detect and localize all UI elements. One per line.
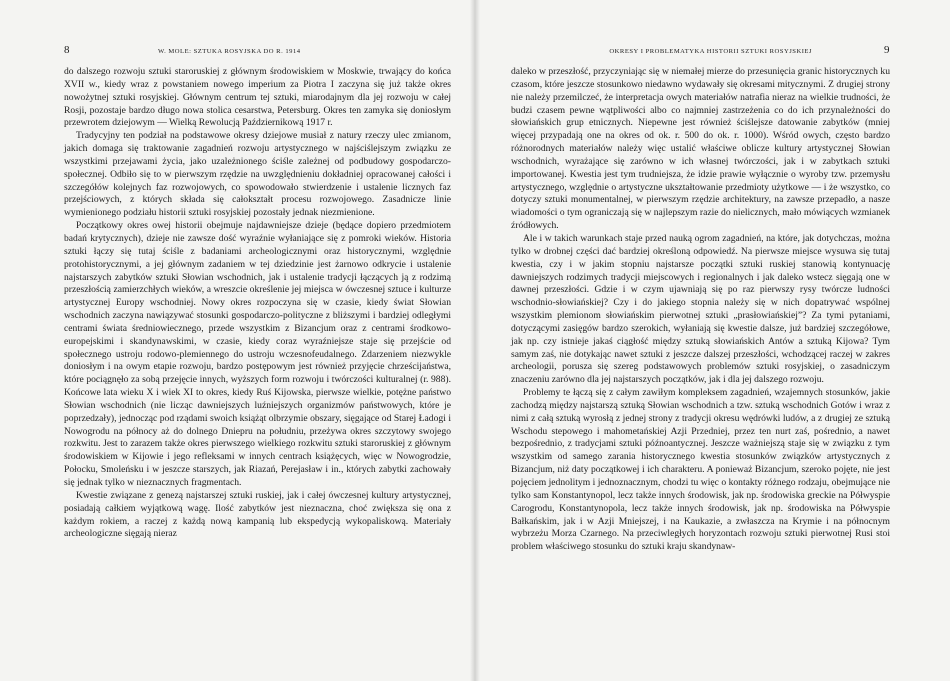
right-paragraph-3: Problemy te łączą się z całym zawiłym kompleksem zagadnień, wzajemnych stosunków, jakie zachodzą między najstarszą sztuką Słowian wschodnich a tzw. sztuką wschodnich Gotów i wraz z nimi z całą sztuką wyrosłą z jednej strony z tradycji okresu wędrówki ludów, a z drugiej ze sztuką Wschodu stepowego i mahometańskiej Azji Przedniej, przez ten nurt zaś, pośrednio, a nawet bezpośrednio, z tradycjami sztuki późnoantycznej. Jeszcze ważniejszą staje się w związku z tym wszystkim od samego zarania historycznego kwestia stosunków związków artystycznych z Bizancjum, niż daty początkowej i ich charakteru. A ponieważ Bizancjum, szeroko pojęte, nie jest pojęciem jednolitym i jednoznacznym, chodzi tu więc o kontakty różnego rodzaju, obejmujące nie tylko sam Konstantynopol, lecz także innych środowisk, jak np. środowiska greckie na Półwyspie Carogrodu, Konstantynopola, lecz także innych środowisk, jak np. środowiska na Półwyspie Bałkańskim, jak i w Azji Mniejszej, i na Kaukazie, a zwłaszcza na Krymie i na północnym wybrzeżu Morza Czarnego. Na przeciwległych horyzontach rozwoju sztuki pierwotnej Rusi stoi problem właściwego stosunku do sztuki kraju skandynaw- xyxy=(511,387,890,553)
right-running-head-title: OKRESY I PROBLEMATYKA HISTORII SZTUKI ROSYJSKIEJ xyxy=(609,48,812,55)
right-body-text xyxy=(511,66,890,554)
left-paragraph-1: do dalszego rozwoju sztuki staroruskiej z głównym środowiskiem w Moskwie, trwający do końca XVII w., kiedy wraz z powstaniem nowego imperium za Piotra I zaczyna się już także okres nowożytnej sztuki rosyjskiej. Głównym centrum tej sztuki, miarodajnym dla jej rozwoju w całej Rosji, pozostaje bardzo długo nowa stolica cesarstwa, Petersburg. Okres ten zamyka się doniosłym przewrotem dziejowym — Wielką Rewolucją Październikową 1917 r. xyxy=(64,66,451,129)
right-paragraph-2: Ale i w takich warunkach staje przed nauką ogrom zagadnień, na które, jak dotychczas, można tylko w drobnej części dać bardziej określoną odpowiedź. Na pierwsze miejsce wysuwa się tutaj kwestia, czy i w jakim stopniu najstarsze początki sztuki ruskiej stanowią kontynuację dawniejszych rodzimych tradycji miejscowych i regionalnych i jak daleko wstecz sięgają one w dawnej przeszłości. Gdzie i w czym ujawniają się po raz pierwszy rysy twórcze ludności wschodnio-słowiańskiej? Czy i do jakiego stopnia należy się w nich dopatrywać wspólnej wszystkim plemionom słowiańskim pierwotnej sztuki „prasłowiańskiej”? Za tymi pytaniami, dotyczącymi zasięgów bardzo szerokich, wyłaniają się kwestie dalsze, już bardziej szczegółowe, jak np. czy istnieje jakaś ciągłość między sztuką słowiańskich Antów a sztuką Kijowa? Tym samym zaś, nie dotykając nawet sztuki z jeszcze dalszej przeszłości, wchodzącej raczej w zakres archeologii, porusza się szereg podstawowych problemów sztuki rosyjskiej, o zasadniczym znaczeniu zarówno dla jej najstarszych początków, jak i dla jej dalszego rozwoju. xyxy=(511,232,890,386)
right-running-header xyxy=(511,44,890,66)
left-page-number: 8 xyxy=(64,44,70,56)
left-paragraph-3: Początkowy okres owej historii obejmuje najdawniejsze dzieje (będące dopiero przedmiotem badań krytycznych), dzieje nie zawsze dość wyraźnie wyłaniające się z pomroki wieków. Historia sztuki łączy się tutaj ściśle z badaniami archeologicznymi oraz historycznymi, względnie protohistorycznymi, a jej głównym zadaniem w tej dziedzinie jest żarnowo odkrycie i ustalenie najstarszych zabytków sztuki Słowian wschodnich, jak i ustalenie tradycji łączących ją z rodzimą przeszłością zamierzchłych wieków, a wreszcie określenie jej miejsca w ówczesnej sztuce i kulturze artystycznej Europy wschodniej. Nowy okres rozpoczyna się w czasie, kiedy świat Słowian wschodnich zaczyna nawiązywać stosunki gospodarczo-polityczne z bliższymi i bardziej odległymi centrami świata średniowiecznego, przede wszystkim z Bizancjum oraz z centrami środkowo-europejskimi i skandynawskimi, w czasie, kiedy coraz wyraźniejsze staje się przejście od społecznego ustroju rodowo-plemiennego do ustroju wczesnofeudalnego. Zdarzeniem niezwykle doniosłym i na owym etapie rozwoju, bardzo postępowym jest również przyjęcie chrześcijaństwa, które pociągnęło za sobą przejęcie innych, wyższych form rozwoju i twórczości kulturalnej (r. 988). Końcowe lata wieku X i wiek XI to okres, kiedy Ruś Kijowska, pierwsze wielkie, potężne państwo Słowian wschodnich (nie licząc dawniejszych luźniejszych organizmów państwowych, które je poprzedzały), jednocząc pod rządami swoich książąt olbrzymie obszary, sięgające od Starej Ładogi i Nowogrodu na północy aż do dolnego Dniepru na południu, przeżywa okres szczytowy swojego rozkwitu. Jest to zarazem także okres pierwszego wielkiego rozkwitu sztuki staroruskiej z głównym środowiskiem w Kijowie i jego refleksami w innych centrach książęcych, więc w Nowogrodzie, Połocku, Smoleńsku i w jeszcze starszych, jak Riazań, Perejasław i in., których zabytki zachowały się jednak tylko w nieznacznych fragmentach. xyxy=(64,220,451,488)
left-paragraph-2: Tradycyjny ten podział na podstawowe okresy dziejowe musiał z natury rzeczy ulec zmianom, jakich domaga się traktowanie zagadnień rozwoju artystycznego w najściślejszym związku ze wszystkimi przejawami życia, jako uzależnionego ściśle zależnej od podbudowy gospodarczo-społecznej. Odbiło się to w pierwszym rzędzie na uwzględnieniu dokładniej opracowanej całości i szczegółów kolejnych faz rozwojowych, co spowodowało stwierdzenie i ustalenie licznych faz przejściowych, z których składa się całokształt procesu rozwojowego. Zasadnicze linie wymienionego podziału historii sztuki rosyjskiej pozostały jednak niezmienione. xyxy=(64,130,451,219)
right-page-number: 9 xyxy=(884,44,890,56)
right-paragraph-1: daleko w przeszłość, przyczyniając się w niemałej mierze do przesunięcia granic historycznych ku czasom, które jeszcze stosunkowo niedawno wydawały się okresami mitycznymi. Z drugiej strony nie należy przemilczeć, że interpretacja owych materiałów natrafia nieraz na wielkie trudności, że budzi czasem pewne wątpliwości albo co najmniej zastrzeżenia co do ich przynależności do słowiańskich grup etnicznych. Niepewne jest również ściślejsze datowanie zabytków (mniej więcej przypadają one na okres od ok. r. 500 do ok. r. 1000). Wśród owych, często bardzo różnorodnych materiałów należy więc ustalić właściwe oblicze kultury artystycznej Słowian wschodnich, wyrażające się zarówno w ich własnej twórczości, jak i w zabytkach sztuki importowanej. Kwestia jest tym trudniejsza, że idzie prawie wyłącznie o wyroby tzw. przemysłu artystycznego, względnie o artystyczne ukształtowanie przedmioty użytkowe — i że wszystko, co dotyczy sztuki monumentalnej, w pierwszym rzędzie architektury, na zawsze przepadło, a nasze wiadomości o tym ograniczają się w najlepszym razie do nielicznych, mało mówiących wzmianek źródłowych. xyxy=(511,66,890,232)
left-paragraph-4: Kwestie związane z genezą najstarszej sztuki ruskiej, jak i całej ówczesnej kultury artystycznej, posiadają całkiem wyjątkową wagę. Ilość zabytków jest nieznaczna, choć zwiększa się ona z każdym rokiem, a raczej z każdą nową kampanią lub ekspedycją wykopaliskową. Materiały archeologiczne sięgają nieraz xyxy=(64,489,451,540)
right-page xyxy=(475,0,950,681)
left-running-header xyxy=(64,44,451,66)
left-running-head-title: W. MOLE: SZTUKA ROSYJSKA DO R. 1914 xyxy=(158,48,301,55)
left-body-text xyxy=(64,66,451,541)
